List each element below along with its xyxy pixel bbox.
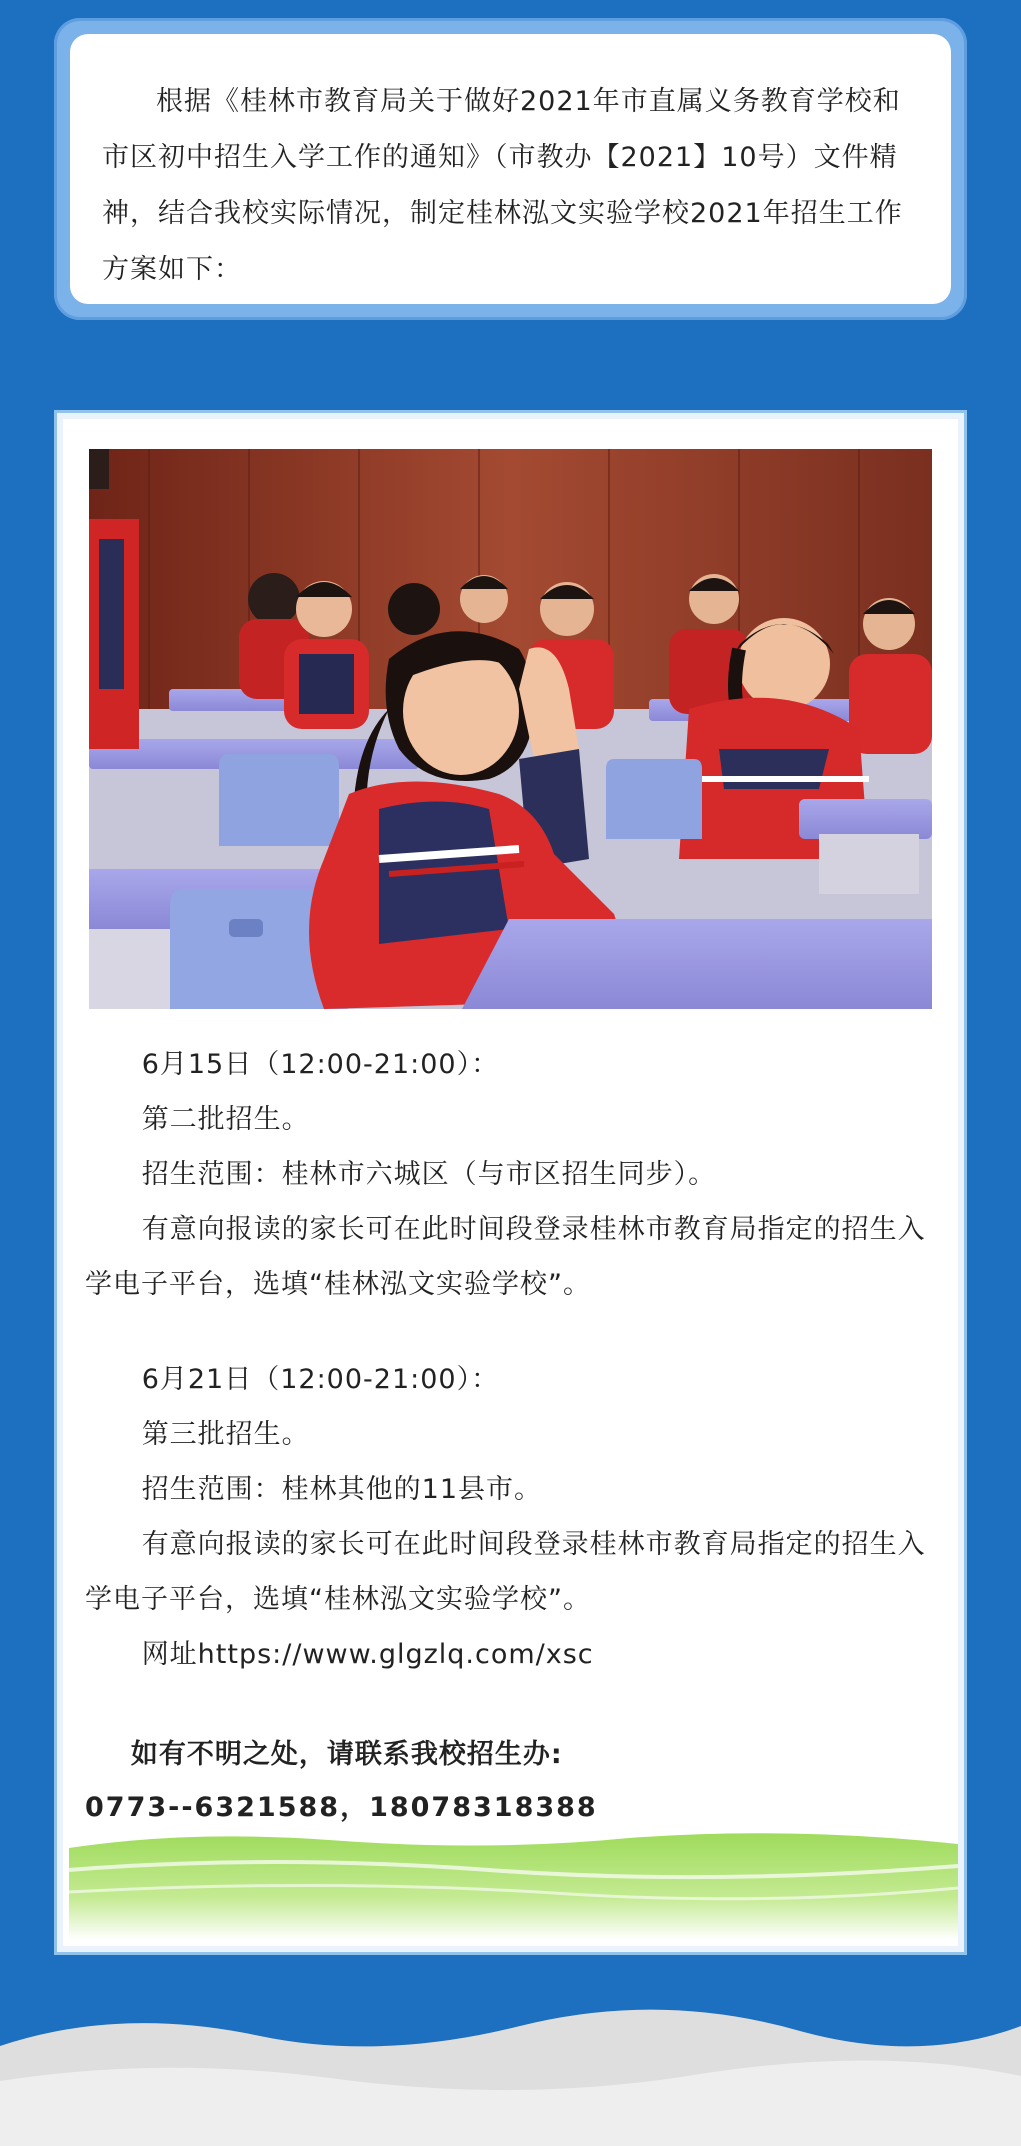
section-gap [85,1312,940,1352]
intro-card-frame [54,18,967,320]
classroom-photo [89,449,932,1009]
batch2-title: 第二批招生。 [141,1104,310,1135]
batch2-time: 6月15日（12:00-21:00）： [141,1049,500,1080]
batch3-time: 6月21日（12:00-21:00）： [141,1364,500,1395]
admission-details [85,1037,940,1834]
contact-block [85,1728,940,1834]
batch3-scope: 招生范围：桂林其他的11县市。 [141,1474,543,1505]
contact-line: 如有不明之处，请联系我校招生办: [130,1739,563,1770]
grass-decoration [69,1830,958,1940]
classroom-illustration [89,449,932,1009]
main-card-frame [54,410,967,1955]
batch3-note: 有意向报读的家长可在此时间段登录桂林市教育局指定的招生入学电子平台，选填“桂林泓文实验学校”。 [85,1529,926,1615]
batch2-scope: 招生范围：桂林市六城区（与市区招生同步）。 [141,1159,717,1190]
intro-text: 根据《桂林市教育局关于做好2021年市直属义务教育学校和市区初中招生入学工作的通知》（市教办【2021】10号）文件精神，结合我校实际情况，制定桂林泓文实验学校2021年招生工作方案如下： [102,86,903,285]
website-link[interactable]: 网址https://www.glgzlq.com/xsc [141,1639,594,1670]
main-card [63,419,958,1946]
batch2-note: 有意向报读的家长可在此时间段登录桂林市教育局指定的招生入学电子平台，选填“桂林泓文实验学校”。 [85,1214,926,1300]
contact-phone[interactable]: 0773--6321588，18078318388 [85,1792,598,1823]
intro-card [70,34,951,304]
bottom-wave-decoration [0,1986,1021,2146]
batch3-title: 第三批招生。 [141,1419,310,1450]
